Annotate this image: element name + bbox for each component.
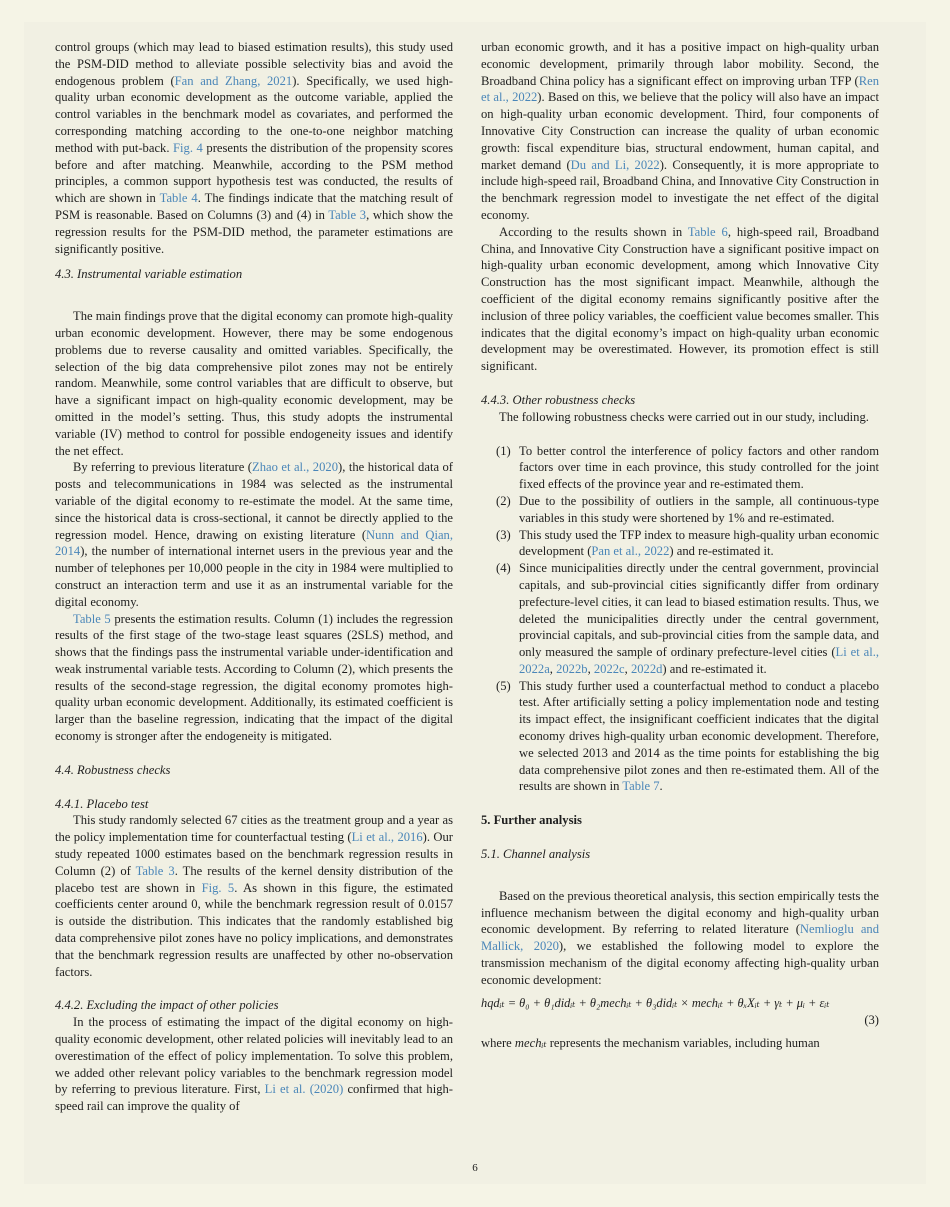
- citation-link[interactable]: Pan et al., 2022: [591, 544, 670, 559]
- paragraph: Based on the previous theoretical analysis, this section empirically tests the influence mechanism between the digital economy and high-quality urban economic development. By referring to related literature (Nemlioglu and Mallick, 2020), we established the following model to explore the transmission mechanism of the digital economy affecting high-quality urban economic development:: [481, 888, 880, 987]
- subsection-heading: 4.4.2. Excluding the impact of other policies: [55, 998, 279, 1013]
- citation-link[interactable]: Nunn and Qian, 2014: [55, 527, 453, 559]
- table-link[interactable]: Table 3: [135, 863, 175, 878]
- figure-link[interactable]: Fig. 5: [201, 880, 235, 895]
- citation-link[interactable]: Li et al., 2022a: [519, 645, 879, 676]
- equation-number: (3): [864, 1012, 879, 1027]
- robustness-list: [481, 443, 879, 796]
- citation-link[interactable]: Ren et al., 2022: [481, 73, 879, 105]
- list-item: (3) This study used the TFP index to measure high-quality urban economic development (Pan et al., 2022) and re-estimated it.: [496, 527, 879, 559]
- citation-link[interactable]: 2022c: [593, 661, 625, 676]
- citation-link[interactable]: Li et al. (2020): [264, 1082, 344, 1097]
- paragraph: where mechᵢₜ represents the mechanism variables, including human: [481, 1035, 820, 1050]
- paragraph: By referring to previous literature (Zhao et al., 2020), the historical data of posts and telecommunications in 1984 was selected as the instrumental variable of the digital economy to re-estimate the model. At the same time, since the historical data is cross-sectional, it cannot be directly applied to the regression model. Hence, drawing on existing literature (Nunn and Qian, 2014), the number of international internet users in the previous year and the number of telephones per 10,000 people in the city in 1984 were multiplied to construct an interaction term and use it as an instrumental variable for the digital economy.: [55, 460, 454, 609]
- right-column: [481, 39, 879, 1051]
- paragraph: In the process of estimating the impact of the digital economy on high-quality economic development, other related policies will inevitably lead to an overestimation of the effect of policy implementation. To solve this problem, we added other relevant policy variables to the benchmark regression model by referring to previous literature. First, Li et al. (2020) confirmed that high-speed rail can improve the quality of: [55, 1015, 454, 1114]
- paragraph: This study randomly selected 67 cities as the treatment group and a year as the policy implementation time for counterfactual testing (Li et al., 2016). Our study repeated 1000 estimates based on the benchmark regression results in Column (2) of Table 3. The results of the kernel density distribution of the placebo test are shown in Fig. 5. As shown in this figure, the estimated coefficients center around 0, while the benchmark regression result of 0.0157 is outside the distribution. This indicates that the randomly established big data comprehensive pilot zones have no policy implications, and demonstrates that the benchmark regression results are unaffected by other no-observation factors.: [55, 813, 454, 979]
- left-column: [55, 39, 453, 1115]
- equation: hqdᵢₜ = θ₀ + θ₁didᵢₜ + θ₂mechᵢₜ + θ₃didᵢₜ × mechᵢₜ + θₓXᵢₜ + γₜ + μᵢ + εᵢₜ: [481, 995, 830, 1010]
- section-heading: 5. Further analysis: [481, 813, 582, 828]
- figure-link[interactable]: Fig. 4: [173, 140, 203, 155]
- list-item: (4) Since municipalities directly under the central government, provincial capitals, and sub-provincial cities significantly differ from ordinary prefecture-level cities, it can lead to biased estimation results. Thus, we deleted the municipalities directly under the central government, provincial capitals, and sub-provincial cities from the sample data, and only measured the sample of ordinary prefecture-level cities (Li et al., 2022a, 2022b, 2022c, 2022d) and re-estimated it.: [496, 561, 879, 676]
- subsection-heading: 5.1. Channel analysis: [481, 847, 591, 862]
- section-heading: 4.4. Robustness checks: [55, 762, 171, 777]
- list-item: (1) To better control the interference of policy factors and other random factors over time in each province, this study controlled for the joint fixed effects of the province year and re-estimated them.: [496, 443, 879, 492]
- table-link[interactable]: Table 7: [622, 779, 660, 794]
- paragraph: According to the results shown in Table 6, high-speed rail, Broadband China, and Innovative City Construction have a significant positive impact on high-quality urban economic development, among which Innovative City Construction has the most significant impact. Meanwhile, although the coefficient of the digital economy remains significantly positive after the inclusion of three policy variables, the coefficient value becomes smaller. This indicates that the digital economy’s impact on high-quality urban economic development may be overestimated. However, its promotion effect is still significant.: [481, 224, 879, 374]
- paragraph: The following robustness checks were carried out in our study, including.: [499, 409, 869, 424]
- page-number: 6: [472, 1162, 478, 1174]
- citation-link[interactable]: Fan and Zhang, 2021: [174, 73, 293, 88]
- paragraph: control groups (which may lead to biased estimation results), this study used the PSM-DID method to alleviate possible selectivity bias and avoid the endogenous problem (Fan and Zhang, 2021). Specifically, we used high-quality urban economic development as the outcome variable, applied the control variables in the benchmark model as covariates, and performed the corresponding matching according to the one-to-one neighbor matching method with put-back. Fig. 4 presents the distribution of the propensity scores before and after matching. Meanwhile, according to the PSM method principles, a common support hypothesis test was conducted, the results of which are shown in Table 4. The findings indicate that the matching result of PSM is reasonable. Based on Columns (3) and (4) in Table 3, which show the regression results for the PSM-DID method, the parameter estimations are significantly positive.: [55, 40, 454, 256]
- table-link[interactable]: Table 5: [73, 611, 111, 626]
- citation-link[interactable]: 2022b: [556, 661, 588, 676]
- table-link[interactable]: Table 4: [159, 191, 198, 206]
- subsection-heading: 4.4.1. Placebo test: [55, 796, 149, 811]
- table-link[interactable]: Table 6: [687, 224, 728, 239]
- citation-link[interactable]: Nemlioglu and Mallick, 2020: [481, 922, 880, 954]
- paper-page: [24, 22, 926, 1184]
- subsection-heading: 4.4.3. Other robustness checks: [481, 392, 636, 407]
- citation-link[interactable]: Zhao et al., 2020: [252, 460, 338, 475]
- citation-link[interactable]: 2022d: [630, 661, 663, 676]
- paragraph: Table 5 presents the estimation results. Column (1) includes the regression results of the first stage of the two-stage least squares (2SLS) method, and shows that the findings pass the instrumental variable under-identification and weak instrumental variable tests. According to Column (2), which presents the results of the second-stage regression, the digital economy promotes high-quality urban economic development. Additionally, its estimated coefficient is larger than the baseline regression, indicating that the impact of the digital economy is stronger after the endogeneity is mitigated.: [55, 611, 454, 744]
- citation-link[interactable]: Li et al., 2016: [351, 830, 423, 845]
- paragraph: urban economic growth, and it has a positive impact on high-quality urban economic development, primarily through labor mobility. Second, the Broadband China policy has a significant effect on improving urban TFP (Ren et al., 2022). Based on this, we believe that the policy will also have an impact on high-quality urban economic development. Third, four components of Innovative City Construction can increase the quality of urban economic growth: fiscal expenditure bias, structural endowment, human capital, and market demand (Du and Li, 2022). Consequently, it is more appropriate to include high-speed rail, Broadband China, and Innovative City Construction in the benchmark regression model to investigate the net effect of the digital economy.: [481, 40, 879, 222]
- equation-block: [481, 993, 879, 1029]
- list-item: (5) This study further used a counterfactual method to conduct a placebo test. After artificially setting a policy implementation node and testing its impact effect, the insignificant coefficient indicates that the digital economy drives high-quality urban economic development. Therefore, we selected 2013 and 2014 as the time points for establishing the big data comprehensive pilot zones and then re-estimated them. All of the results are shown in Table 7.: [496, 678, 879, 794]
- citation-link[interactable]: Du and Li, 2022: [570, 157, 660, 172]
- section-heading: 4.3. Instrumental variable estimation: [55, 267, 243, 282]
- table-link[interactable]: Table 3: [328, 207, 367, 222]
- list-item: (2) Due to the possibility of outliers in the sample, all continuous-type variables in this study were shortened by 1% and re-estimated.: [496, 493, 879, 525]
- paragraph: The main findings prove that the digital economy can promote high-quality urban economic development. However, there may be some endogenous problems due to reverse causality and omitted variables. Specifically, the selection of the big data comprehensive pilot zones may not be entirely random. Meanwhile, some control variables that are difficult to observe, but have a significant impact on high-quality economic development, may be omitted in the model’s setting. Thus, this study adopts the instrumental variable (IV) method to control for possible endogeneity issues and identify the net effect.: [55, 309, 453, 458]
